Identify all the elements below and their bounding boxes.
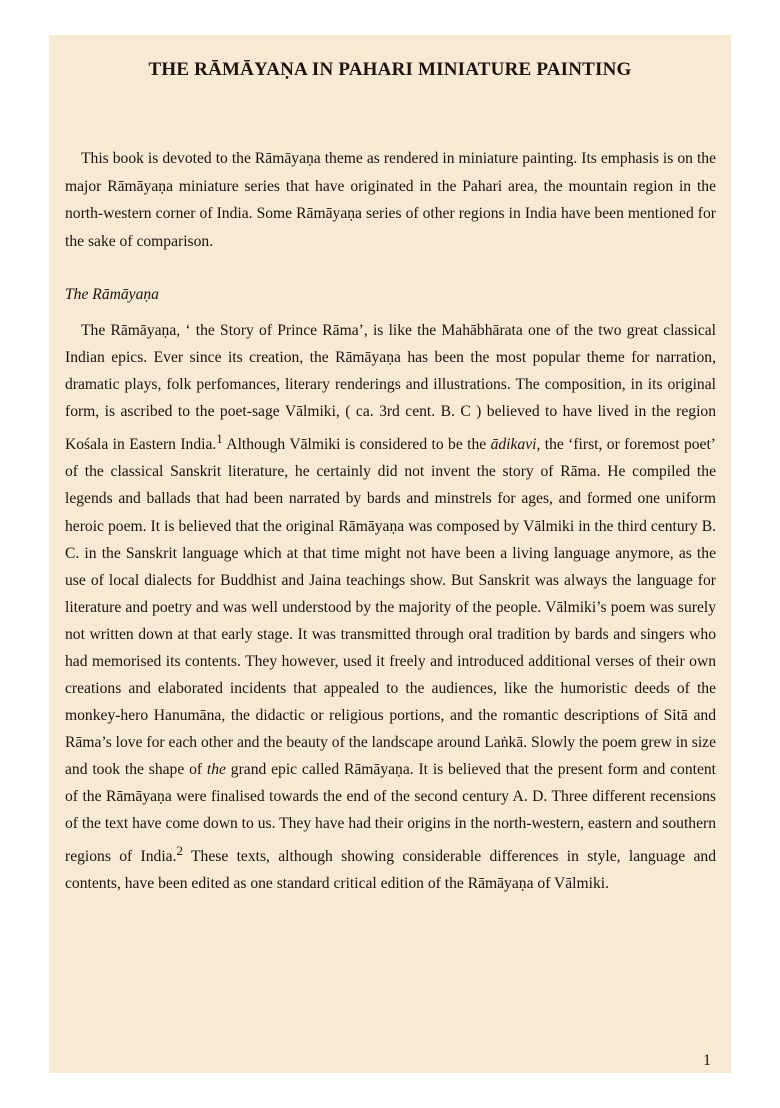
- page-title: THE RĀMĀYAṆA IN PAHARI MINIATURE PAINTING: [148, 59, 632, 80]
- paragraph-text: grand epic called Rāmāyaṇa. It is believed that the present form and content of the Rāmāyaṇa were finalised towards the end of the second century A. D. Three different recensions of the text have come down to us. They have had their origins in the north-western, eastern and southern regions of India.: [65, 760, 717, 866]
- book-page: [49, 35, 731, 1073]
- footnote-marker: 1: [216, 431, 223, 447]
- page-number: 1: [703, 1052, 711, 1069]
- italic-term: the: [206, 760, 226, 778]
- paragraph-text: These texts, although showing considerable differences in style, language and contents, have been edited as one standard critical edition of the Rāmāyaṇa of Vālmiki.: [65, 848, 716, 893]
- paragraph-text: The Rāmāyaṇa, ‘ the Story of Prince Rāma’, is like the Mahābhārata one of the two great classical Indian epics. Ever since its creation, the Rāmāyaṇa has been the most popular theme for narration, dramatic plays, folk perfomances, literary renderings and illustrations. The composition, in its original form, is ascribed to the poet-sage Vālmiki, ( ca. 3rd cent. B. C ) believed to have lived in the region Kośala in Eastern India.: [65, 322, 716, 454]
- section-heading: The Rāmāyaṇa: [65, 286, 159, 303]
- paragraph-text: the ‘first, or foremost poet’ of the classical Sanskrit literature, he certainly did not invent the story of Rāma. He compiled the legends and ballads that had been narrated by bards and minstrels for ages, and formed one uniform heroic poem. It is believed that the original Rāmāyaṇa was composed by Vālmiki in the third century B. C. in the Sanskrit language which at that time might not have been a living language anymore, as the use of local dialects for Buddhist and Jaina teachings show. But Sanskrit was always the language for literature and poetry and was well understood by the majority of the people. Vālmiki’s poem was surely not written down at that early stage. It was transmitted through oral tradition by bards and singers who had memorised its contents. They however, used it freely and introduced additional verses of their own creations and elaborated incidents that appealed to the audiences, like the humoristic deeds of the monkey-hero Hanumāna, the didactic or religious portions, and the romantic descriptions of Sitā and Rāma’s love for each other and the beauty of the landscape around Laṅkā. Slowly the poem grew in size and took the shape of: [65, 436, 716, 778]
- section-paragraph: [65, 317, 716, 897]
- paragraph-text: Although Vālmiki is considered to be the: [222, 436, 491, 454]
- footnote-marker: 2: [176, 843, 183, 859]
- intro-paragraph: This book is devoted to the Rāmāyaṇa theme as rendered in miniature painting. Its emphasis is on the major Rāmāyaṇa miniature series that have originated in the Pahari area, the mountain region in the north-western corner of India. Some Rāmāyaṇa series of other regions in India have been mentioned for the sake of comparison.: [65, 150, 716, 250]
- italic-term: ādikavi,: [490, 436, 541, 454]
